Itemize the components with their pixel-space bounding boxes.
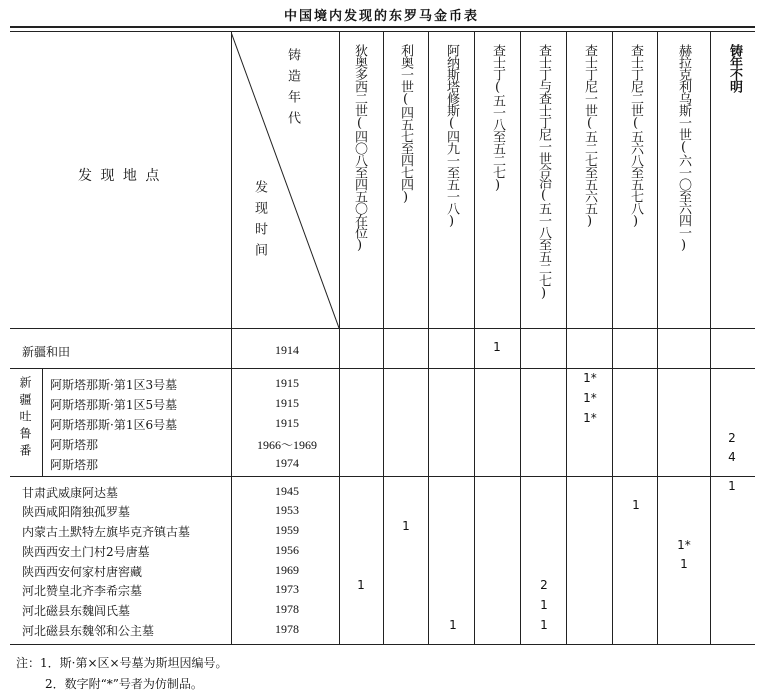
col-header-anastasius: 阿纳斯塔修斯(四九一至五一八): [444, 44, 459, 228]
col-rule-5: [520, 32, 521, 644]
table-row-location: 甘肃武威康阿达墓: [22, 486, 119, 500]
top-rule-thick: [10, 26, 755, 28]
table-row-location: 河北赞皇北齐李希宗墓: [22, 584, 143, 598]
table-row-location: 阿斯塔那斯·第1区3号墓: [50, 378, 178, 392]
col-header-justin-justinian: 查士丁与查士丁尼一世合治(五一八至五二七): [536, 44, 551, 300]
count-cell: 1: [680, 557, 688, 571]
col-header-unknown-date: 铸年不明: [727, 44, 742, 92]
table-row-year: 1974: [275, 456, 299, 470]
count-cell: 2: [728, 431, 736, 445]
col-header-theodosius-ii: 狄奥多西二世(四〇八至四五〇在位): [352, 44, 367, 252]
table-row-year: 1953: [275, 503, 299, 517]
bottom-rule: [10, 644, 755, 645]
table-row-year: 1915: [275, 376, 299, 390]
count-cell: 1*: [583, 371, 597, 385]
count-cell: 1*: [583, 391, 597, 405]
col-rule-2: [383, 32, 384, 644]
table-row-location: 阿斯塔那: [50, 438, 99, 452]
table-row-year: 1915: [275, 396, 299, 410]
count-cell: 1: [540, 598, 548, 612]
col-rule-7: [612, 32, 613, 644]
col-header-heraclius: 赫拉克利乌斯一世(六一〇至六四一): [676, 44, 691, 252]
col-rule-4: [474, 32, 475, 644]
count-cell: 1*: [677, 538, 691, 552]
count-cell: 1: [493, 340, 501, 354]
col-rule-9: [710, 32, 711, 644]
table-row-year: 1978: [275, 622, 299, 636]
casting-era-label: 铸造年代: [285, 48, 300, 132]
table-row-year: 1978: [275, 602, 299, 616]
table-row-year: 1915: [275, 416, 299, 430]
count-cell: 1: [449, 618, 457, 632]
count-cell: 1: [728, 479, 736, 493]
col-header-leo-i: 利奥一世(四五七至四七四): [398, 44, 413, 204]
col-header-justinian-i: 查士丁尼一世(五二七至五六五): [582, 44, 597, 228]
col-rule-6: [566, 32, 567, 644]
table-row-location: 阿斯塔那斯·第1区5号墓: [50, 398, 178, 412]
table-row-location: 陕西西安土门村2号唐墓: [22, 545, 150, 559]
find-time-label: 发现时间: [252, 180, 267, 264]
col-header-justin: 查士丁(五一八至五二七): [490, 44, 505, 192]
table-row-location: 新疆和田: [22, 345, 71, 359]
location-header: 发 现 地 点: [78, 168, 162, 184]
table-row-year: 1973: [275, 582, 299, 596]
col-rule-1: [339, 32, 340, 644]
table-row-location: 阿斯塔那: [50, 458, 99, 472]
count-cell: 1: [357, 578, 365, 592]
table-row-location: 河北磁县东魏邻和公主墓: [22, 624, 155, 638]
count-cell: 1: [540, 618, 548, 632]
note-2: 2．数字附“*”号者为仿制品。: [45, 677, 203, 691]
table-row-year: 1969: [275, 563, 299, 577]
note-1: 注：1．斯·第×区×号墓为斯坦因编号。: [16, 656, 228, 670]
table-row-location: 河北磁县东魏闾氏墓: [22, 604, 131, 618]
table-title: 中国境内发现的东罗马金币表: [283, 9, 479, 24]
col-rule-3: [428, 32, 429, 644]
table-row-year: 1945: [275, 484, 299, 498]
xinjiang-group-label: 新疆吐鲁番: [18, 376, 32, 461]
table-row-location: 阿斯塔那斯·第1区6号墓: [50, 418, 178, 432]
xinjiang-group-divider: [42, 369, 43, 476]
count-cell: 1: [402, 519, 410, 533]
count-cell: 2: [540, 578, 548, 592]
table-row-year: 1959: [275, 523, 299, 537]
count-cell: 1*: [583, 411, 597, 425]
count-cell: 4: [728, 450, 736, 464]
table-row-year: 1966～1969: [256, 438, 317, 452]
count-cell: 1: [632, 498, 640, 512]
table-row-location: 陕西西安何家村唐窖藏: [22, 565, 143, 579]
table-row-location: 陕西咸阳隋独孤罗墓: [22, 505, 131, 519]
table-row-year: 1956: [275, 543, 299, 557]
col-header-justin-ii: 查士丁尼二世(五六八至五七八): [628, 44, 643, 228]
col-rule-8: [657, 32, 658, 644]
table-row-year: 1914: [275, 343, 299, 357]
table-row-location: 内蒙古土默特左旗毕克齐镇古墓: [22, 525, 191, 539]
